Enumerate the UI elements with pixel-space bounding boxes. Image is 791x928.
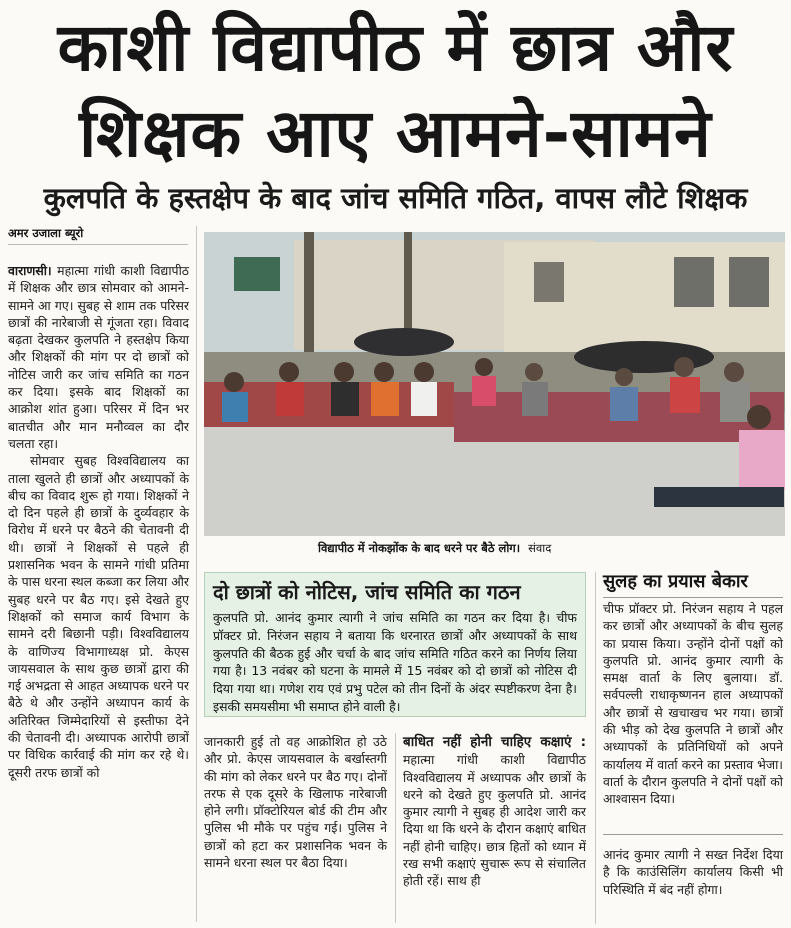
byline: अमर उजाला ब्यूरो: [8, 226, 188, 245]
side-story-divider: [603, 834, 783, 835]
news-photo: [204, 232, 785, 536]
dateline-city: वाराणसी।: [8, 263, 52, 278]
left-para-1-text: महात्मा गांधी काशी विद्यापीठ में शिक्षक और छात्र सोमवार को आमने-सामने आ गए। सुबह से शाम तक परिसर छात्रों की नारेबाजी से गूंजता रहा। विवाद बढ़ता देखकर कुलपति ने हस्तक्षेप किया और शिक्षकों की मांग पर दो छात्रों को नोटिस जारी कर जांच समिति का गठन कर दिया। इसके बाद शिक्षकों का आक्रोश शांत हुआ। परिसर में दिन भर बातचीत और मान मनौव्वल का दौर चलता रहा।: [8, 263, 189, 451]
notice-box-title: दो छात्रों को नोटिस, जांच समिति का गठन: [213, 580, 521, 604]
photo-credit: संवाद: [528, 541, 552, 555]
middle-column-1: [204, 733, 387, 871]
middle-column-2: [403, 733, 586, 890]
classes-subtitle: बाधित नहीं होनी चाहिए कक्षाएं :: [403, 734, 586, 750]
side-story-text-2: आनंद कुमार त्यागी ने सख्त निर्देश दिया है कि काउंसिलिंग कार्यालय किसी भी परिस्थिति में बंद नहीं होगा।: [603, 847, 783, 897]
side-story-continued: [603, 846, 783, 898]
side-story-column: [603, 600, 783, 808]
subheadline: कुलपति के हस्तक्षेप के बाद जांच समिति गठित, वापस लौटे शिक्षक: [43, 181, 748, 215]
headline-line-2: शिक्षक आए आमने-सामने: [79, 95, 712, 172]
protest-photo-illustration: [204, 232, 785, 536]
photo-caption-text: विद्यापीठ में नोकझोंक के बाद धरने पर बैठे लोग।: [318, 541, 521, 555]
middle-column-2-para: [403, 733, 586, 890]
photo-caption: [204, 540, 785, 556]
middle-column-2-text: महात्मा गांधी काशी विद्यापीठ विश्वविद्यालय में अध्यापक और छात्रों के धरने को देखते हुए कुलपति प्रो. आनंद कुमार त्यागी ने सुबह ही आदेश जारी कर दिया था कि धरने के दौरान कक्षाएं बाधित नहीं होनी चाहिए। छात्र हितों को ध्यान में रख सभी कक्षाएं सुचारू रूप से संचालित होती रहें। साथ ही: [403, 752, 586, 889]
notice-box-body: कुलपति प्रो. आनंद कुमार त्यागी ने जांच समिति का गठन कर दिया है। चीफ प्रॉक्टर प्रो. निरंजन सहाय ने बताया कि धरनारत छात्रों और अध्यापकों के साथ कुलपति की बैठक हुई और चर्चा के बाद जांच समिति गठित करने का निर्णय लिया गया है। 13 नवंबर को घटना के मामले में 15 नवंबर को दो छात्रों को नोटिस दी दिया गया था। गणेश राय एवं प्रभु पटेल को तीन दिनों के अंदर स्पष्टीकरण देना है। इसकी समयसीमा भी समाप्त होने वाली है।: [213, 610, 577, 714]
side-story-title: सुलह का प्रयास बेकार: [603, 570, 783, 598]
column-divider-left: [196, 226, 197, 922]
left-column: [8, 262, 189, 781]
notice-box: [204, 572, 586, 717]
column-divider-mid: [395, 733, 396, 923]
left-para-2: सोमवार सुबह विश्वविद्यालय का ताला खुलते ही छात्रों और अध्यापकों के बीच का विवाद शुरू हो गया। शिक्षकों ने दो दिन पहले ही छात्रों के दुर्व्यवहार के विरोध में धरने पर बैठने की चेतावनी दी थी। छात्रों ने शिक्षकों से पहले ही प्रशासनिक भवन के सामने गांधी प्रतिमा के पास धरना स्थल कब्जा कर लिया और सुबह धरने पर बैठ गए। इसे देखते हुए शिक्षकों को समाज कार्य विभाग के सामने दरी बिछानी पड़ी। विश्वविद्यालय के वाणिज्य विभागाध्यक्ष प्रो. केएस जायसवाल के साथ कुछ छात्रों द्वारा की गई अभद्रता से आहत अध्यापक धरने पर बैठे थे और उन्होंने अध्यापन कार्य के अतिरिक्त जिम्मेदारियों से इस्तीफा देने की चेतावनी दी। अध्यापक आरोपी छात्रों पर विधिक कार्रवाई की मांग कर रहे थे। दूसरी तरफ छात्रों को: [8, 453, 189, 780]
middle-column-1-text: जानकारी हुई तो वह आक्रोशित हो उठे और प्रो. केएस जायसवाल के बर्खास्तगी की मांग को लेकर धरने पर बैठ गए। दोनों तरफ से एक दूसरे के खिलाफ नारेबाजी होने लगी। प्रॉक्टोरियल बोर्ड की टीम और पुलिस भी मौके पर पहुंच गई। पुलिस ने छात्रों को हटा कर प्रशासनिक भवन के सामने धरना स्थल पर बैठा दिया।: [204, 734, 387, 871]
left-para-1: [8, 262, 189, 452]
side-story-text: चीफ प्रॉक्टर प्रो. निरंजन सहाय ने पहल कर छात्रों और अध्यापकों के बीच सुलह का प्रयास किया। उन्होंने दोनों पक्षों को कुलपति प्रो. आनंद कुमार त्यागी के समक्ष वार्ता के लिए बुलाया। डॉ. सर्वपल्ली राधाकृष्णनन हाल अध्यापकों और छात्रों से खचाखच भर गया। छात्रों की भीड़ को देख कुलपति ने छात्रों और अध्यापकों के प्रतिनिधियों को अपने कार्यालय में वार्ता करने का प्रस्ताव भेजा। वार्ता के दौरान कुलपति ने दोनों पक्षों को आश्वासन दिया।: [603, 601, 783, 807]
headline-line-1: काशी विद्यापीठ में छात्र और: [57, 9, 734, 86]
column-divider-right: [595, 572, 596, 924]
